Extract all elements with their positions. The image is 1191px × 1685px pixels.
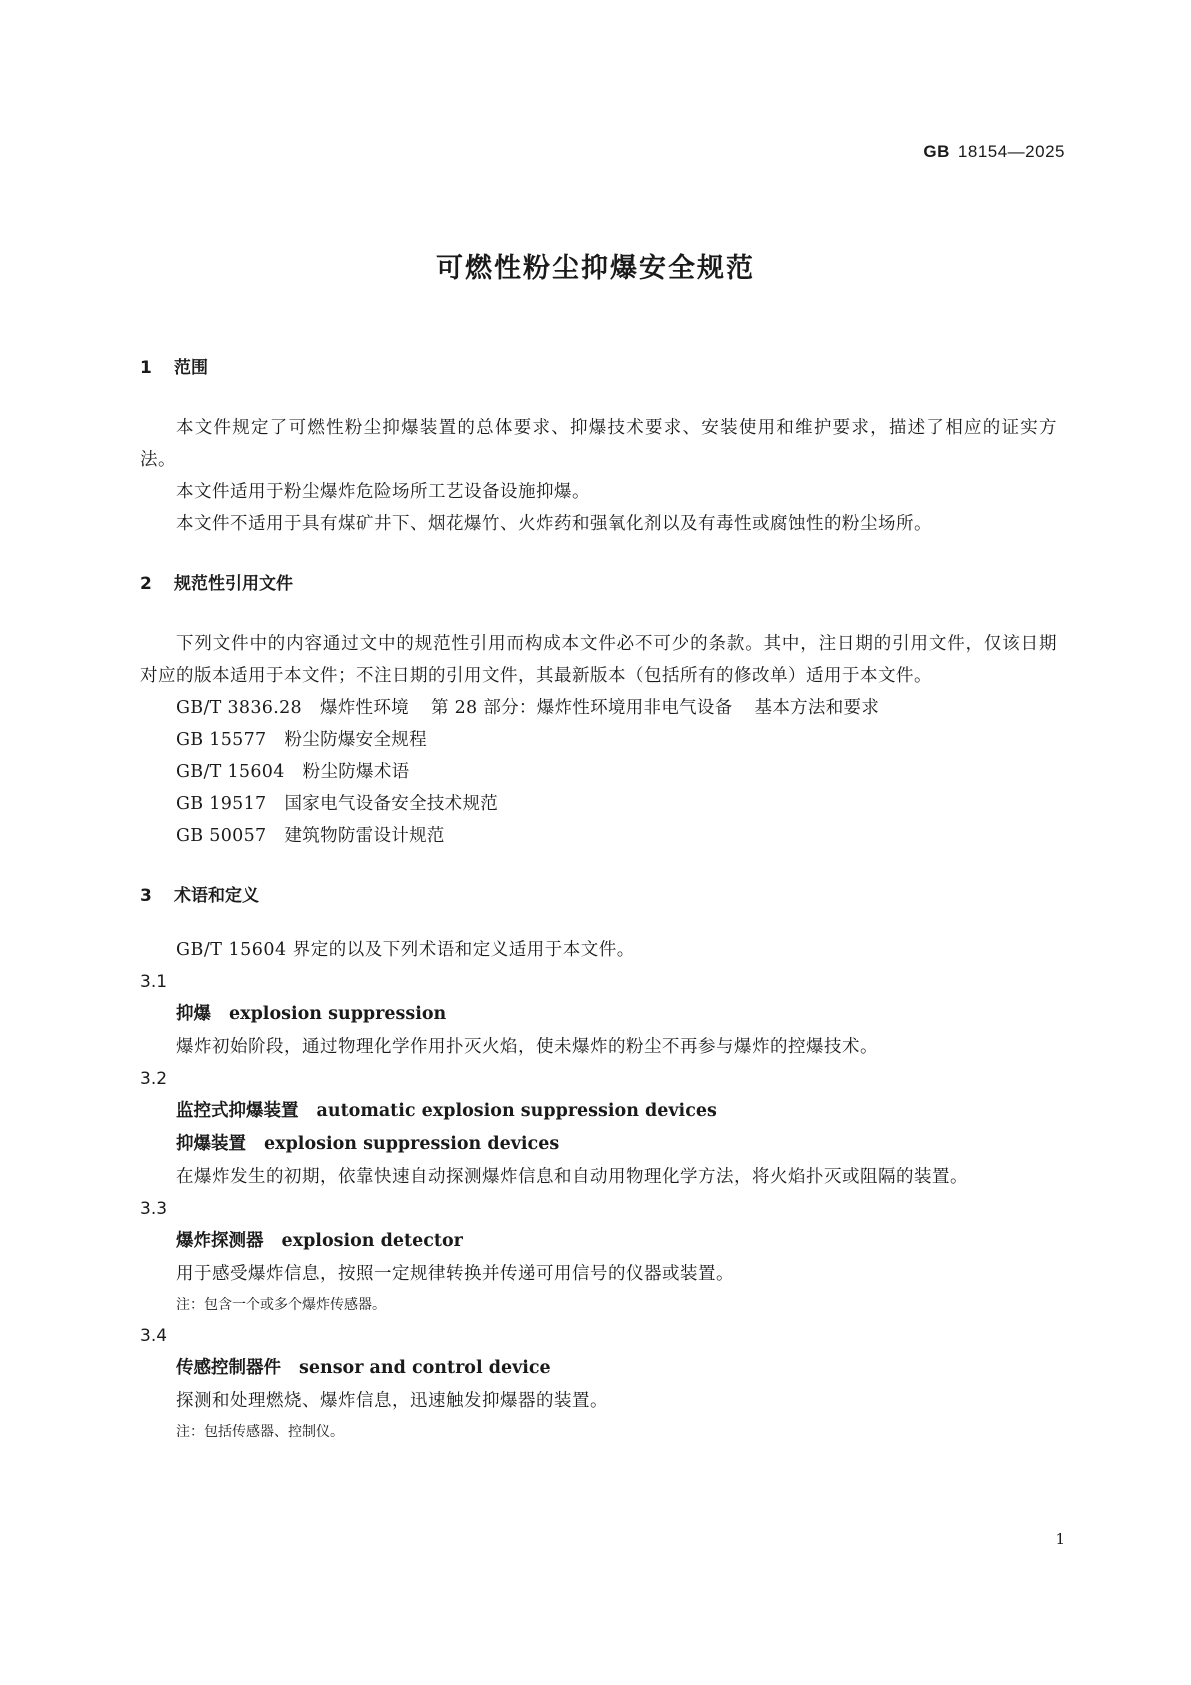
- reference-title: 第 28 部分：爆炸性环境用非电气设备: [430, 698, 733, 718]
- reference-title: 爆炸性环境: [319, 698, 409, 718]
- term-synonym: [140, 1128, 1057, 1161]
- reference-title: 国家电气设备安全技术规范: [284, 794, 499, 814]
- section-heading-scope: [140, 352, 1057, 384]
- term-name: [140, 1095, 1057, 1128]
- reference-item: [140, 724, 1057, 756]
- term-name-en: sensor and control device: [299, 1358, 551, 1378]
- term-name-zh: 抑爆: [176, 1004, 211, 1024]
- term-name-zh: 传感控制器件: [176, 1358, 281, 1378]
- term-note: 注：包含一个或多个爆炸传感器。: [176, 1297, 386, 1313]
- reference-title: 建筑物防雷设计规范: [284, 826, 445, 846]
- term-name-zh: 抑爆装置: [176, 1134, 246, 1154]
- paragraph: 下列文件中的内容通过文中的规范性引用而构成本文件必不可少的条款。其中，注日期的引用文件，仅该日期对应的版本适用于本文件；不注日期的引用文件，其最新版本（包括所有的修改单）适用于本文件。: [140, 634, 1057, 686]
- term-definition: 用于感受爆炸信息，按照一定规律转换并传递可用信号的仪器或装置。: [176, 1264, 734, 1284]
- term-definition: 在爆炸发生的初期，依靠快速自动探测爆炸信息和自动用物理化学方法，将火焰扑灭或阻隔的装置。: [176, 1167, 968, 1187]
- reference-title: 基本方法和要求: [754, 698, 880, 718]
- term-name-en: explosion detector: [281, 1231, 463, 1251]
- page-number: 1: [1055, 1530, 1065, 1548]
- reference-code: GB 50057: [176, 826, 267, 846]
- reference-item: [140, 820, 1057, 852]
- reference-item: [140, 692, 1057, 724]
- term-name-en: automatic explosion suppression devices: [316, 1101, 717, 1121]
- term-number: 3.3: [140, 1199, 168, 1219]
- paragraph: 本文件适用于粉尘爆炸危险场所工艺设备设施抑爆。: [176, 482, 590, 502]
- term-name-zh: 监控式抑爆装置: [176, 1101, 299, 1121]
- reference-code: GB 19517: [176, 794, 267, 814]
- term-number: 3.1: [140, 972, 168, 992]
- term-note: 注：包括传感器、控制仪。: [176, 1424, 344, 1440]
- term-name-en: explosion suppression: [229, 1004, 447, 1024]
- section-title: 术语和定义: [174, 886, 259, 906]
- section-number: 1: [140, 358, 152, 378]
- term-definition: 爆炸初始阶段，通过物理化学作用扑灭火焰，使未爆炸的粉尘不再参与爆炸的控爆技术。: [176, 1037, 878, 1057]
- section-title: 规范性引用文件: [174, 574, 293, 594]
- reference-title: 粉尘防爆安全规程: [284, 730, 427, 750]
- paragraph: GB/T 15604 界定的以及下列术语和定义适用于本文件。: [176, 940, 635, 960]
- term-name: [140, 1352, 1057, 1385]
- reference-code: GB/T 15604: [176, 762, 285, 782]
- reference-item: [140, 756, 1057, 788]
- document-title: 可燃性粉尘抑爆安全规范: [436, 253, 755, 284]
- section-number: 3: [140, 886, 152, 906]
- section-title: 范围: [174, 358, 208, 378]
- reference-item: [140, 788, 1057, 820]
- paragraph: 本文件规定了可燃性粉尘抑爆装置的总体要求、抑爆技术要求、安装使用和维护要求，描述了相应的证实方法。: [140, 418, 1057, 470]
- paragraph: 本文件不适用于具有煤矿井下、烟花爆竹、火炸药和强氧化剂以及有毒性或腐蚀性的粉尘场所。: [176, 514, 932, 534]
- standard-prefix: GB: [923, 142, 950, 161]
- term-definition: 探测和处理燃烧、爆炸信息，迅速触发抑爆器的装置。: [176, 1391, 608, 1411]
- reference-code: GB 15577: [176, 730, 267, 750]
- section-heading-normative-references: [140, 568, 1057, 600]
- standard-number: [923, 142, 1065, 162]
- term-number: 3.4: [140, 1326, 168, 1346]
- reference-code: GB/T 3836.28: [176, 698, 302, 718]
- document-body: [140, 352, 1057, 1447]
- section-heading-terms-definitions: [140, 880, 1057, 912]
- section-number: 2: [140, 574, 152, 594]
- term-number: 3.2: [140, 1069, 168, 1089]
- standard-code: 18154—2025: [957, 142, 1065, 161]
- term-name: [140, 998, 1057, 1031]
- term-name-en: explosion suppression devices: [264, 1134, 560, 1154]
- term-name-zh: 爆炸探测器: [176, 1231, 264, 1251]
- term-name: [140, 1225, 1057, 1258]
- reference-title: 粉尘防爆术语: [302, 762, 410, 782]
